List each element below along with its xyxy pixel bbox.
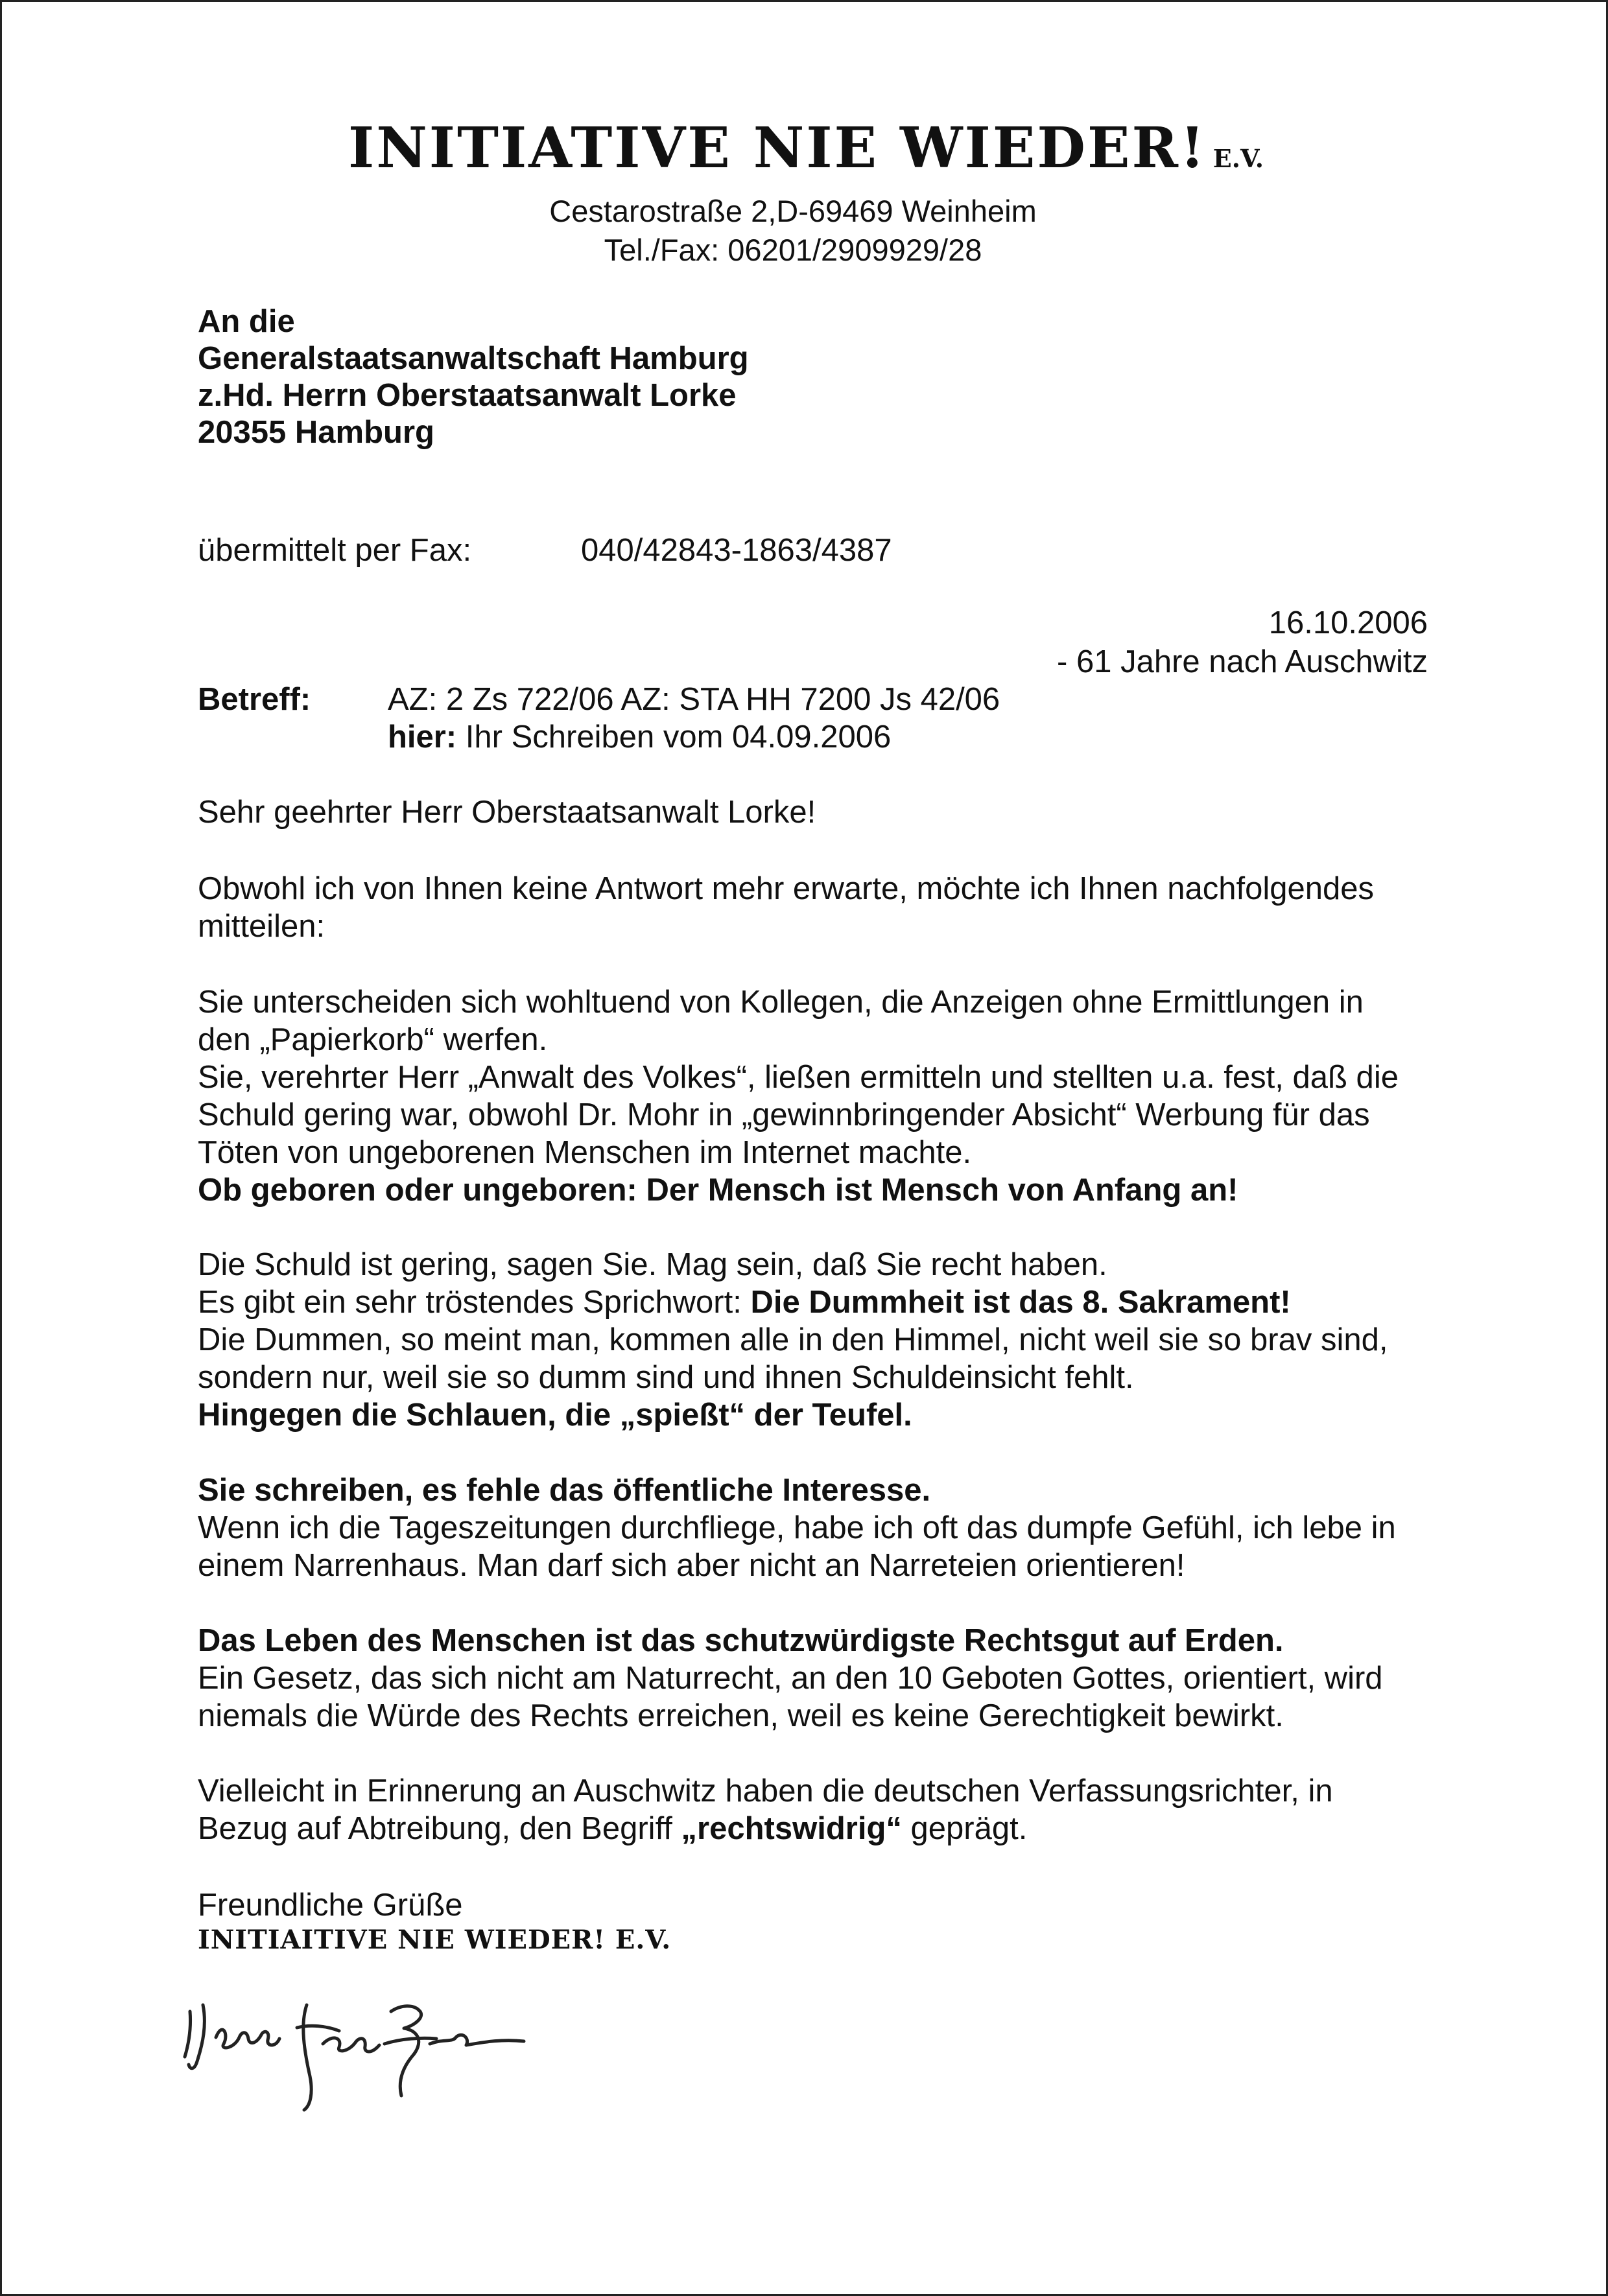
recipient-line: z.Hd. Herrn Oberstaatsanwalt Lorke — [198, 378, 737, 413]
date-note: - 61 Jahre nach Auschwitz — [1057, 644, 1428, 679]
letterhead-phone: Tel./Fax: 06201/2909929/28 — [604, 233, 982, 267]
body-line: Wenn ich die Tageszeitungen durchfliege, habe ich oft das dumpfe Gefühl, ich lebe in — [198, 1510, 1396, 1545]
body-emphasis: Das Leben des Menschen ist das schutzwürdigste Rechtsgut auf Erden. — [198, 1623, 1284, 1658]
body-line: Ein Gesetz, das sich nicht am Naturrecht, an den 10 Geboten Gottes, orientiert, wird — [198, 1661, 1383, 1696]
body-line: niemals die Würde des Rechts erreichen, weil es keine Gerechtigkeit bewirkt. — [198, 1698, 1284, 1733]
body-text: Es gibt ein sehr tröstendes Sprichwort: — [198, 1285, 751, 1320]
closing-organization: INITIAITIVE NIE WIEDER! E.V. — [198, 1925, 672, 1955]
body-emphasis: Die Dummheit ist das 8. Sakrament! — [750, 1285, 1291, 1320]
letterhead-address: Cestarostraße 2,D-69469 Weinheim — [549, 194, 1037, 228]
letterhead — [2, 115, 1608, 181]
body-line: Die Dummen, so meint man, kommen alle in den Himmel, nicht weil sie so brav sind, — [198, 1322, 1388, 1357]
hier-label: hier: — [388, 720, 457, 755]
body-line: einem Narrenhaus. Man darf sich aber nicht an Narreteien orientieren! — [198, 1548, 1185, 1583]
salutation: Sehr geehrter Herr Oberstaatsanwalt Lorke! — [198, 795, 816, 830]
body-line: Obwohl ich von Ihnen keine Antwort mehr erwarte, möchte ich Ihnen nachfolgendes — [198, 871, 1375, 906]
body-line: Töten von ungeborenen Menschen im Internet machte. — [198, 1135, 972, 1170]
handwritten-signature — [177, 1966, 579, 2115]
fax-label: übermittelt per Fax: — [198, 533, 472, 568]
letterhead-suffix: E.V. — [1212, 144, 1264, 173]
body-line — [198, 1284, 1291, 1320]
body-line: Die Schuld ist gering, sagen Sie. Mag sein, daß Sie recht haben. — [198, 1247, 1107, 1282]
recipient-line: Generalstaatsanwaltschaft Hamburg — [198, 341, 749, 376]
subject-label: Betreff: — [198, 682, 311, 717]
closing-greeting: Freundliche Grüße — [198, 1888, 463, 1923]
subject-reference: AZ: 2 Zs 722/06 AZ: STA HH 7200 Js 42/06 — [388, 682, 1000, 717]
body-line: Vielleicht in Erinnerung an Auschwitz haben die deutschen Verfassungsrichter, in — [198, 1774, 1333, 1809]
body-line: Schuld gering war, obwohl Dr. Mohr in „gewinnbringender Absicht“ Werbung für das — [198, 1097, 1370, 1132]
subject-hier — [388, 719, 891, 755]
fax-number: 040/42843-1863/4387 — [581, 533, 892, 568]
body-emphasis: Sie schreiben, es fehle das öffentliche Interesse. — [198, 1473, 931, 1508]
recipient-line: 20355 Hamburg — [198, 415, 434, 450]
hier-text: Ihr Schreiben vom 04.09.2006 — [456, 720, 892, 755]
body-text: Bezug auf Abtreibung, den Begriff — [198, 1811, 681, 1846]
recipient-line: An die — [198, 304, 295, 339]
body-line: den „Papierkorb“ werfen. — [198, 1022, 548, 1057]
body-emphasis: Ob geboren oder ungeboren: Der Mensch ist Mensch von Anfang an! — [198, 1173, 1238, 1208]
body-line — [198, 1810, 1027, 1847]
letterhead-name: INITIATIVE NIE WIEDER! — [348, 115, 1207, 181]
body-line: Sie, verehrter Herr „Anwalt des Volkes“, ließen ermitteln und stellten u.a. fest, daß die — [198, 1060, 1399, 1095]
body-emphasis: Hingegen die Schlauen, die „spießt“ der Teufel. — [198, 1398, 912, 1433]
body-text: geprägt. — [901, 1811, 1028, 1846]
body-line: mitteilen: — [198, 909, 325, 944]
body-emphasis: „rechtswidrig“ — [681, 1811, 902, 1846]
body-line: Sie unterscheiden sich wohltuend von Kollegen, die Anzeigen ohne Ermittlungen in — [198, 985, 1364, 1020]
letter-date: 16.10.2006 — [1268, 605, 1428, 640]
body-line: sondern nur, weil sie so dumm sind und ihnen Schuldeinsicht fehlt. — [198, 1360, 1134, 1395]
